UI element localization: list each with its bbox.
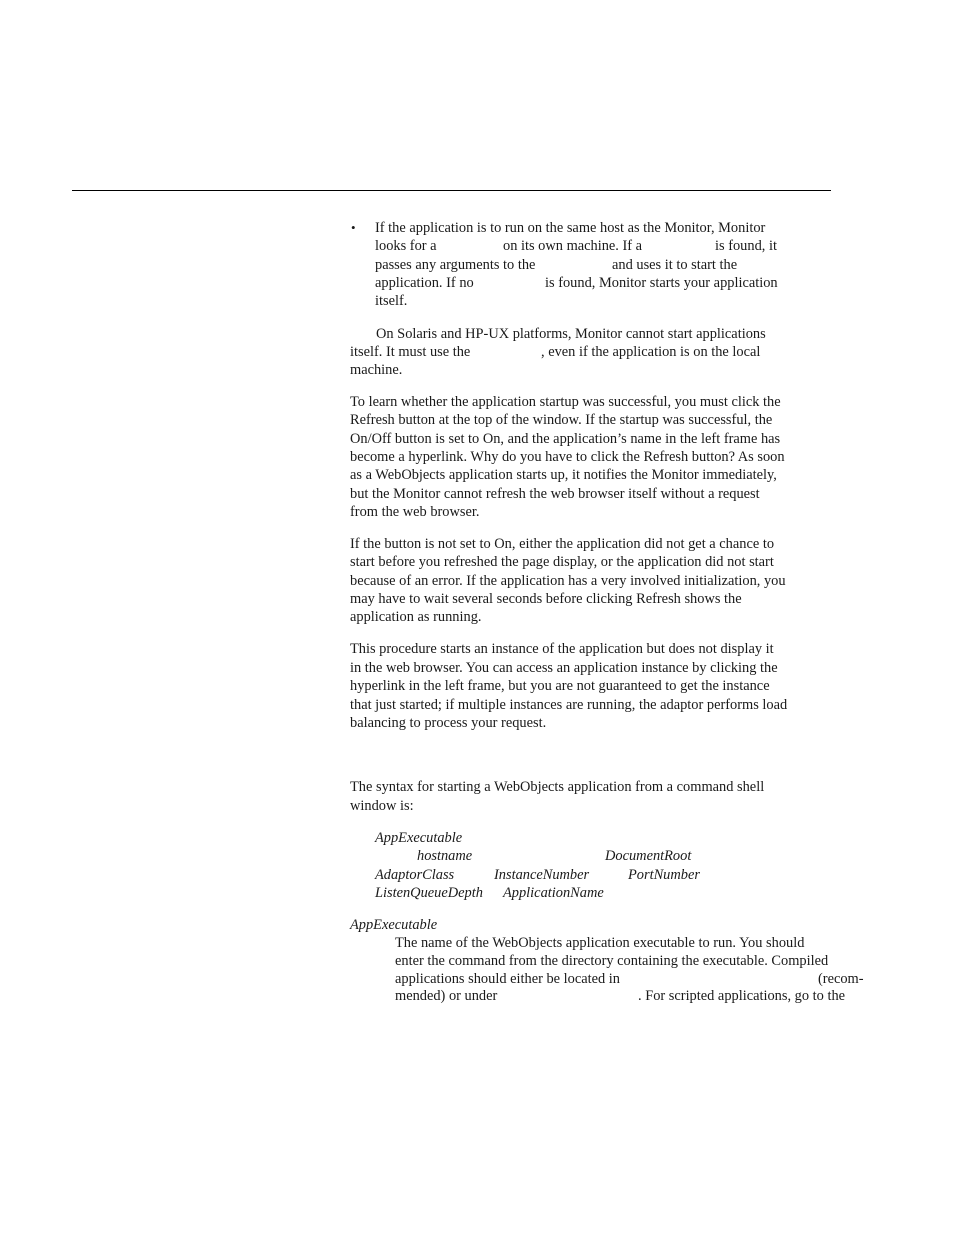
text-line: because of an error. If the application has a very involved initialization, you [350,573,786,589]
bullet-line-3a: passes any arguments to the [375,257,536,273]
syntax-adaptor-class: AdaptorClass [375,867,455,883]
bullet-line-2a: looks for a [375,238,437,254]
bullet-line-1: If the application is to run on the same host as the Monitor, Monitor [375,220,766,236]
text-line: may have to wait several seconds before clicking Refresh shows the [350,591,742,607]
definition-line-4b: . For scripted applications, go to the [638,988,846,1004]
note-line-1: On Solaris and HP-UX platforms, Monitor cannot start applications [376,326,766,342]
text-line: become a hyperlink. Why do you have to click the Refresh button? As soon [350,449,785,465]
definition-line-4a: mended) or under [395,988,498,1004]
note-line-2b: , even if the application is on the local [541,344,761,360]
syntax-port-number: PortNumber [628,867,700,883]
text-line: from the web browser. [350,504,480,520]
text-line: balancing to process your request. [350,715,547,731]
bullet-line-4b: is found, Monitor starts your application [545,275,778,291]
bullet-line-5: itself. [375,293,408,309]
bullet-line-3b: and uses it to start the [612,257,738,273]
bullet-line-2b: on its own machine. If a [503,238,643,254]
text-line: in the web browser. You can access an application instance by clicking the [350,660,778,676]
syntax-listen-queue-depth: ListenQueueDepth [375,885,483,901]
note-line-2a: itself. It must use the [350,344,471,360]
bullet-line-4a: application. If no [375,275,474,291]
text-line: To learn whether the application startup was successful, you must click the [350,394,781,410]
text-line: start before you refreshed the page display, or the application did not start [350,554,774,570]
bullet-line-2c: is found, it [715,238,777,254]
text-line: On/Off button is set to On, and the application’s name in the left frame has [350,431,781,447]
syntax-application-name: ApplicationName [503,885,604,901]
bullet-marker: • [351,220,356,235]
text-line: hyperlink in the left frame, but you are not guaranteed to get the instance [350,678,770,694]
header-rule [72,190,831,191]
text-line: Refresh button at the top of the window. If the startup was successful, the [350,412,773,428]
syntax-document-root: DocumentRoot [605,848,692,864]
syntax-instance-number: InstanceNumber [494,867,590,883]
note-line-3: machine. [350,362,403,378]
text-line: If the button is not set to On, either the application did not get a chance to [350,536,775,552]
text-line: The syntax for starting a WebObjects application from a command shell [350,779,765,795]
definition-line-1: The name of the WebObjects application executable to run. You should [395,935,805,951]
text-line: that just started; if multiple instances are running, the adaptor performs load [350,697,788,713]
text-line: application as running. [350,609,482,625]
text-line: as a WebObjects application starts up, it notifies the Monitor immediately, [350,467,777,483]
text-line: window is: [350,798,414,814]
definition-line-3b: (recom- [818,971,864,987]
text-line: This procedure starts an instance of the application but does not display it [350,641,774,657]
syntax-hostname: hostname [417,848,473,864]
definition-line-2: enter the command from the directory containing the executable. Compiled [395,953,829,969]
definition-line-3a: applications should either be located in [395,971,620,987]
syntax-app-executable: AppExecutable [375,830,463,846]
text-line: but the Monitor cannot refresh the web browser itself without a request [350,486,760,502]
definition-term: AppExecutable [350,917,438,933]
